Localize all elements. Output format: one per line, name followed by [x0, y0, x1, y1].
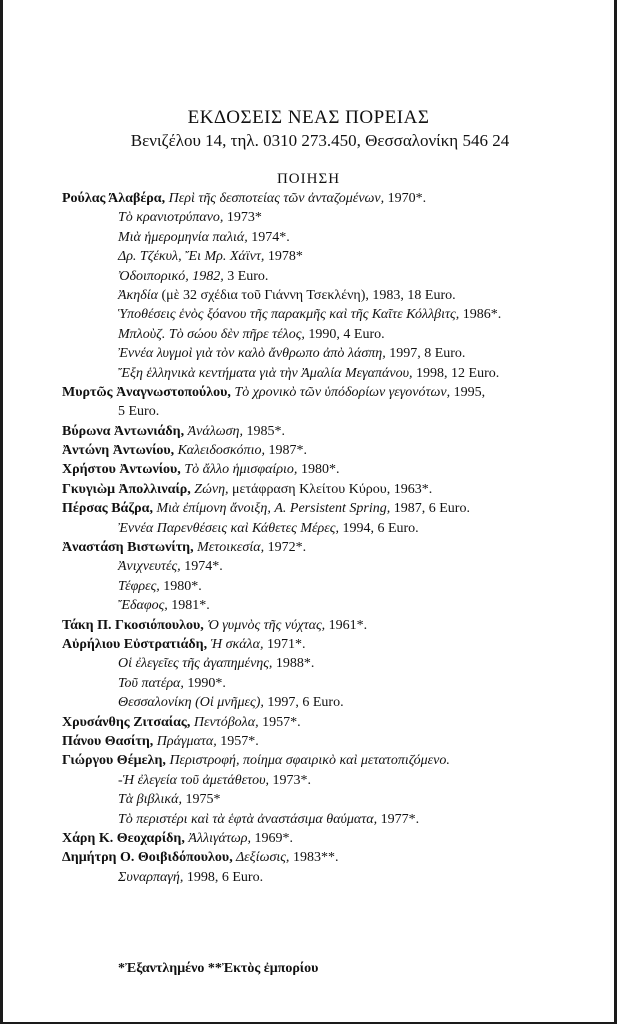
work-title: Τὸ ἄλλο ἡμισφαίριο,: [180, 462, 298, 478]
author-entry: [62, 189, 602, 208]
title-entry: [62, 305, 602, 324]
work-title: Συναρπαγή,: [118, 869, 184, 885]
work-title: Ἡ σκάλα,: [207, 636, 264, 652]
work-title: Πεντόβολα,: [190, 714, 259, 730]
work-title: Θεσσαλονίκη (Οἱ μνῆμες),: [118, 695, 264, 711]
author-name: Γιώργου Θέμελη,: [62, 753, 166, 769]
work-title: Ἀκηδία: [118, 287, 158, 303]
title-entry: [62, 868, 602, 887]
section-title: ΠΟΙΗΣΗ: [276, 171, 341, 187]
publication-details: 1977*.: [377, 811, 420, 827]
publication-details: 1987*.: [264, 443, 307, 459]
author-entry: [62, 460, 602, 479]
author-entry: [62, 616, 602, 635]
publication-details: 1957*.: [216, 733, 259, 749]
publication-details: 1970*.: [384, 191, 427, 206]
publication-details: 1961*.: [325, 617, 368, 633]
publication-details: 1985*.: [243, 423, 285, 439]
author-name: Δημήτρη Ο. Θοιβιδόπουλου,: [62, 850, 233, 866]
publication-details: 1969*.: [250, 830, 293, 846]
title-entry: [62, 810, 602, 829]
title-entry: [62, 325, 602, 344]
work-title: -Ἡ ἐλεγεία τοῦ ἀμετάθετου,: [118, 772, 270, 788]
work-title: Τέφρες,: [118, 578, 160, 594]
work-title: Οἱ ἐλεγεῖες τῆς ἀγαπημένης,: [118, 656, 273, 672]
title-entry: [62, 577, 602, 596]
publication-details: 3 Euro.: [223, 268, 269, 284]
work-title: Περὶ τῆς δεσποτείας τῶν ἀνταζομένων,: [165, 191, 385, 206]
publication-details: 1980*.: [297, 462, 340, 478]
title-entry: [62, 654, 602, 673]
publication-details: 1975*: [182, 792, 221, 808]
footnote: *Ἐξαντλημένο **Ἐκτὸς ἐμπορίου: [118, 961, 319, 976]
publication-details: 1974*.: [247, 229, 290, 245]
work-title: Ἔξη ἑλληνικὰ κεντήματα γιὰ τὴν Ἀμαλία Μεγαπάνου,: [118, 365, 413, 381]
publication-details: 1990*.: [183, 675, 226, 691]
publisher-address: Βενιζέλου 14, τηλ. 0310 273.450, Θεσσαλονίκη 546 24: [130, 131, 510, 150]
publication-details: 1972*.: [264, 540, 307, 556]
work-title: Μιὰ ἐπίμονη ἄνοιξη, A. Persistent Spring,: [152, 501, 391, 517]
publication-details: 1971*.: [263, 636, 306, 652]
work-title: Μιὰ ἡμερομηνία παλιά,: [118, 229, 248, 245]
publication-details: 1983**.: [289, 850, 339, 866]
work-title: Τὸ κρανιοτρύπανο,: [118, 210, 224, 226]
title-entry: [62, 228, 602, 247]
author-entry: [62, 480, 602, 499]
title-entry: [62, 247, 602, 266]
work-title: Ὑποθέσεις ἑνὸς ξόανου τῆς παρακμῆς καὶ τῆς Καῖτε Κόλλβιτς,: [118, 307, 460, 323]
title-entry: [62, 557, 602, 576]
work-title: Ἀλλιγάτωρ,: [184, 830, 251, 846]
work-title: Καλειδοσκόπιο,: [174, 443, 265, 459]
author-entry: [62, 441, 602, 460]
publication-details: 1974*.: [180, 559, 223, 575]
work-title: Δρ. Τζέκυλ, Ἔι Μρ. Χάϊντ,: [118, 249, 265, 265]
title-entry: [62, 344, 602, 363]
title-entry: [62, 402, 602, 421]
author-name: Ἀντώνη Ἀντωνίου,: [62, 443, 175, 459]
publication-details: 1998, 12 Euro.: [412, 365, 500, 381]
author-entry: [62, 383, 602, 402]
publication-details: 5 Euro.: [118, 404, 160, 420]
author-name: Μυρτῶς Ἀναγνωστοπούλου,: [62, 384, 231, 400]
author-entry: [62, 751, 602, 770]
title-entry: [62, 286, 602, 305]
publication-details: 1990, 4 Euro.: [304, 326, 385, 342]
author-entry: [62, 422, 602, 441]
work-title: Περιστροφή, ποίημα σφαιρικὸ καὶ μετατοπιζόμενο.: [165, 753, 450, 769]
publication-details: 1981*.: [167, 598, 210, 614]
title-entry: [62, 267, 602, 286]
work-title: Δεξίωσις,: [232, 850, 290, 866]
publication-details: 1998, 6 Euro.: [183, 869, 264, 885]
work-title: Ἐννέα Παρενθέσεις καὶ Κάθετες Μέρες,: [118, 520, 339, 536]
publication-details: 1980*.: [159, 578, 202, 594]
publication-details: 1987, 6 Euro.: [390, 501, 470, 517]
scan-edge-left: [0, 0, 3, 1024]
author-name: Πάνου Θασίτη,: [62, 733, 154, 749]
work-title: Τὰ βιβλικά,: [118, 792, 182, 808]
publication-details: 1988*.: [272, 656, 315, 672]
book-list: [62, 189, 602, 887]
author-entry: [62, 829, 602, 848]
title-entry: [62, 596, 602, 615]
publisher-name: ΕΚΔΟΣΕΙΣ ΝΕΑΣ ΠΟΡΕΙΑΣ: [187, 107, 430, 128]
author-name: Χρήστου Ἀντωνίου,: [62, 462, 181, 478]
author-name: Ἀναστάση Βιστωνίτη,: [62, 540, 194, 556]
work-title: Ἀνιχνευτές,: [118, 559, 181, 575]
work-title: Ζώνη,: [190, 481, 229, 497]
work-title: Ἐννέα λυγμοὶ γιὰ τὸν καλὸ ἄνθρωπο ἀπὸ λάσπη,: [118, 346, 386, 362]
author-entry: [62, 538, 602, 557]
work-title: Ἀνάλωση,: [184, 423, 243, 439]
publication-details: (μὲ 32 σχέδια τοῦ Γιάννη Τσεκλένη), 1983, 18 Euro.: [157, 287, 456, 303]
publication-details: 1997, 6 Euro.: [263, 695, 344, 711]
author-name: Τάκη Π. Γκοσιόπουλου,: [62, 617, 204, 633]
author-name: Χρυσάνθης Ζιτσαίας,: [62, 714, 191, 730]
author-name: Ρούλας Άλαβέρα,: [62, 191, 166, 206]
title-entry: [62, 674, 602, 693]
title-entry: [62, 364, 602, 383]
work-title: Ὁ γυμνὸς τῆς νύχτας,: [203, 617, 326, 633]
publication-details: 1994, 6 Euro.: [338, 520, 419, 536]
work-title: Πράγματα,: [153, 733, 217, 749]
title-entry: [62, 771, 602, 790]
publication-details: 1986*.: [459, 307, 502, 323]
work-title: Τοῦ πατέρα,: [118, 675, 184, 691]
author-name: Χάρη Κ. Θεοχαρίδη,: [62, 830, 185, 846]
work-title: Ἔδαφος,: [118, 598, 168, 614]
title-entry: [62, 519, 602, 538]
author-entry: [62, 848, 602, 867]
work-title: Μπλοὺζ. Τὸ σώου δὲν πῆρε τέλος,: [118, 326, 305, 342]
author-name: Γκυγιὼμ Ἀπολλιναίρ,: [62, 481, 191, 497]
author-entry: [62, 713, 602, 732]
publication-details: 1995,: [450, 384, 486, 400]
work-title: Ὀδοιπορικό, 1982,: [118, 268, 224, 284]
author-name: Βύρωνα Ἀντωνιάδη,: [62, 423, 185, 439]
author-name: Αὐρήλιου Εὐστρατιάδη,: [62, 636, 208, 652]
title-entry: [62, 208, 602, 227]
publication-details: 1978*: [264, 249, 303, 265]
title-entry: [62, 693, 602, 712]
author-entry: [62, 732, 602, 751]
work-title: Τὸ περιστέρι καὶ τὰ ἑφτὰ ἀναστάσιμα θαύματα,: [118, 811, 378, 827]
work-title: Μετοικεσία,: [193, 540, 265, 556]
publication-details: 1973*.: [269, 772, 312, 788]
publication-details: 1997, 8 Euro.: [385, 346, 466, 362]
author-name: Πέρσας Βάζρα,: [62, 501, 153, 517]
publication-details: 1973*: [223, 210, 262, 226]
author-entry: [62, 499, 602, 518]
author-entry: [62, 635, 602, 654]
title-entry: [62, 790, 602, 809]
publication-details: μετάφραση Κλείτου Κύρου, 1963*.: [228, 481, 433, 497]
work-title: Τὸ χρονικὸ τῶν ὑπόδορίων γεγονότων,: [230, 384, 451, 400]
publication-details: 1957*.: [258, 714, 301, 730]
